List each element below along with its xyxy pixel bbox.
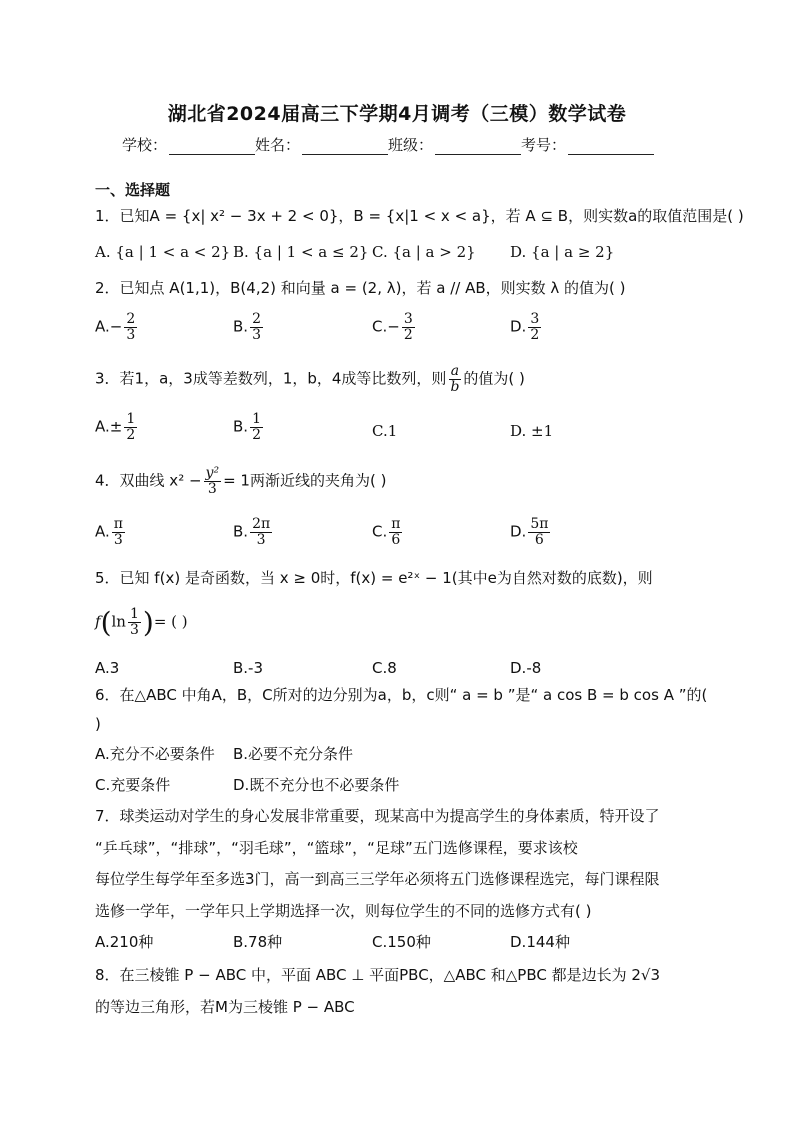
question-2-option-a: [95, 312, 139, 342]
school-label: 学校：: [122, 136, 168, 154]
question-7-option-d: D.144种: [510, 933, 570, 951]
name-field: [255, 136, 388, 155]
fraction-denominator: 2: [530, 326, 540, 343]
option-fraction: [389, 517, 402, 547]
name-blank: [302, 138, 388, 155]
option-fraction: [124, 312, 137, 342]
school-blank: [169, 138, 255, 155]
question-3-option-b: [233, 412, 265, 442]
fraction-numerator: π: [113, 516, 123, 532]
question-3-stem: [95, 364, 525, 394]
question-7-line-2: “乒乓球”，“排球”，“羽毛球”，“篮球”，“足球”五门选修课程，要求该校: [95, 839, 578, 857]
option-prefix: D.: [510, 317, 527, 336]
option-prefix: A.: [95, 522, 110, 541]
ln-text: ln: [111, 612, 126, 631]
question-5-expression-end: = ( ): [153, 612, 188, 631]
question-4-option-b: [233, 517, 274, 547]
exam-number-label: 考号：: [521, 136, 567, 154]
question-3-option-a: [95, 412, 139, 442]
option-prefix: C.: [372, 522, 388, 541]
option-prefix: B.: [233, 417, 249, 436]
fraction-numerator: 1: [126, 411, 136, 427]
class-field: [388, 136, 521, 155]
exam-title: 湖北省2024届高三下学期4月调考（三模）数学试卷: [167, 103, 627, 125]
question-6-stem: 6．在△ABC 中角A，B，C所对的边分别为a，b，c则“ a = b ”是“ a cos B = b cos A ”的(: [95, 686, 708, 704]
question-2-option-d: [510, 312, 543, 342]
question-2-option-c: [372, 312, 417, 342]
left-paren-icon: (: [100, 606, 112, 639]
question-7-option-a: A.210种: [95, 933, 154, 951]
fraction-denominator: 3: [252, 326, 261, 343]
question-5-stem: 5．已知 f(x) 是奇函数，当 x ≥ 0时，f(x) = e²ˣ − 1(其中e为自然对数的底数)，则: [95, 569, 653, 587]
question-4-stem-start: 4．双曲线 x² −: [95, 471, 202, 490]
question-7-line-1: 7．球类运动对学生的身心发展非常重要，现某高中为提高学生的身体素质，特开设了: [95, 807, 660, 825]
option-prefix: A.: [95, 317, 110, 336]
option-prefix: B.: [233, 317, 249, 336]
fraction-numerator: 2: [126, 311, 136, 327]
option-sign: −: [387, 317, 400, 336]
student-info-row: [122, 136, 654, 155]
option-fraction: [528, 312, 541, 342]
question-5-expression: [95, 605, 188, 640]
question-5-option-b: B.-3: [233, 659, 264, 677]
fraction-denominator: 2: [403, 326, 413, 343]
option-prefix: A.: [95, 417, 110, 436]
question-7-line-4: 选修一学年，一学年只上学期选择一次，则每位学生的不同的选修方式有( ): [95, 902, 592, 920]
question-4-option-d: [510, 517, 552, 547]
fraction-numerator: 3: [403, 311, 413, 327]
question-6-option-b: B.必要不充分条件: [233, 745, 354, 763]
question-6-option-a: A.充分不必要条件: [95, 745, 215, 763]
fraction-numerator: y²: [205, 465, 220, 481]
fraction-denominator: 3: [126, 326, 136, 343]
option-fraction: [528, 517, 550, 547]
question-8-line-1: 8．在三棱锥 P − ABC 中，平面 ABC ⊥ 平面PBC，△ABC 和△PBC 都是边长为 2√3: [95, 966, 660, 984]
option-fraction: [402, 312, 415, 342]
fraction-numerator: 5π: [530, 516, 549, 532]
fraction-denominator: 3: [256, 531, 266, 548]
option-prefix: B.: [233, 522, 249, 541]
option-prefix: D.: [510, 522, 527, 541]
fraction-numerator: a: [450, 363, 460, 379]
option-fraction: [250, 517, 272, 547]
question-7-option-b: B.78种: [233, 933, 283, 951]
option-fraction: [124, 412, 137, 442]
option-fraction: [112, 517, 125, 547]
fraction-denominator: b: [450, 378, 460, 395]
question-2-option-b: [233, 312, 265, 342]
question-7-line-3: 每位学生每学年至多选3门，高一到高三三学年必须将五门选修课程选完，每门课程限: [95, 870, 660, 888]
question-5-option-a: A.3: [95, 659, 120, 677]
fraction-denominator: 3: [113, 531, 123, 548]
fraction-numerator: 2: [252, 311, 261, 327]
school-field: [122, 136, 255, 155]
question-3-stem-start: 3．若1，a，3成等差数列，1，b，4成等比数列，则: [95, 369, 447, 388]
question-3-option-d: D. ±1: [510, 422, 554, 440]
fraction-denominator: 6: [391, 531, 401, 548]
fraction-denominator: 6: [534, 531, 544, 548]
fraction-numerator: 1: [252, 411, 261, 427]
option-fraction: [250, 312, 263, 342]
question-3-fraction: [448, 364, 461, 394]
question-1-stem: 1．已知A = {x| x² − 3x + 2 < 0}，B = {x|1 < x < a}，若 A ⊆ B，则实数a的取值范围是( ): [95, 207, 744, 225]
question-4-stem-end: = 1两渐近线的夹角为( ): [223, 471, 387, 490]
question-6-option-c: C.充要条件: [95, 776, 171, 794]
question-4-fraction: [204, 466, 222, 496]
question-6-option-d: D.既不充分也不必要条件: [233, 776, 400, 794]
right-paren-icon: ): [142, 606, 154, 639]
function-name: f: [95, 612, 101, 631]
question-2-stem: 2．已知点 A(1,1)，B(4,2) 和向量 a = (2, λ)，若 a // AB，则实数 λ 的值为( ): [95, 279, 626, 297]
fraction-denominator: 3: [129, 622, 139, 638]
question-4-option-a: [95, 517, 127, 547]
class-blank: [435, 138, 521, 155]
option-fraction: [250, 412, 263, 442]
fraction-denominator: 3: [207, 480, 217, 497]
option-sign: ±: [109, 417, 123, 436]
fraction-numerator: π: [391, 516, 401, 532]
question-1-option-c: C. {a | a > 2}: [372, 243, 476, 261]
question-4-option-c: [372, 517, 404, 547]
question-3-stem-end: 的值为( ): [463, 369, 525, 388]
fraction-denominator: 2: [126, 426, 136, 443]
question-5-option-d: D.-8: [510, 659, 542, 677]
option-prefix: C.: [372, 317, 388, 336]
question-5-option-c: C.8: [372, 659, 397, 677]
question-1-option-a: A. {a | 1 < a < 2}: [95, 243, 231, 261]
class-label: 班级：: [388, 136, 434, 154]
exam-number-blank: [568, 138, 654, 155]
section-heading: 一、选择题: [95, 181, 171, 199]
question-5-fraction: [128, 607, 141, 637]
question-1-option-d: D. {a | a ≥ 2}: [510, 243, 615, 261]
question-7-option-c: C.150种: [372, 933, 431, 951]
question-4-stem: [95, 466, 386, 496]
name-label: 姓名：: [255, 136, 301, 154]
question-8-line-2: 的等边三角形，若M为三棱锥 P − ABC: [95, 998, 355, 1016]
fraction-numerator: 1: [129, 606, 139, 623]
fraction-numerator: 3: [530, 311, 540, 327]
exam-number-field: [521, 136, 654, 155]
fraction-numerator: 2π: [252, 516, 271, 532]
question-6-stem-continued: ): [95, 715, 101, 733]
question-1-option-b: B. {a | 1 < a ≤ 2}: [233, 243, 369, 261]
option-sign: −: [109, 317, 123, 336]
fraction-denominator: 2: [252, 426, 261, 443]
question-3-option-c: C.1: [372, 422, 398, 440]
